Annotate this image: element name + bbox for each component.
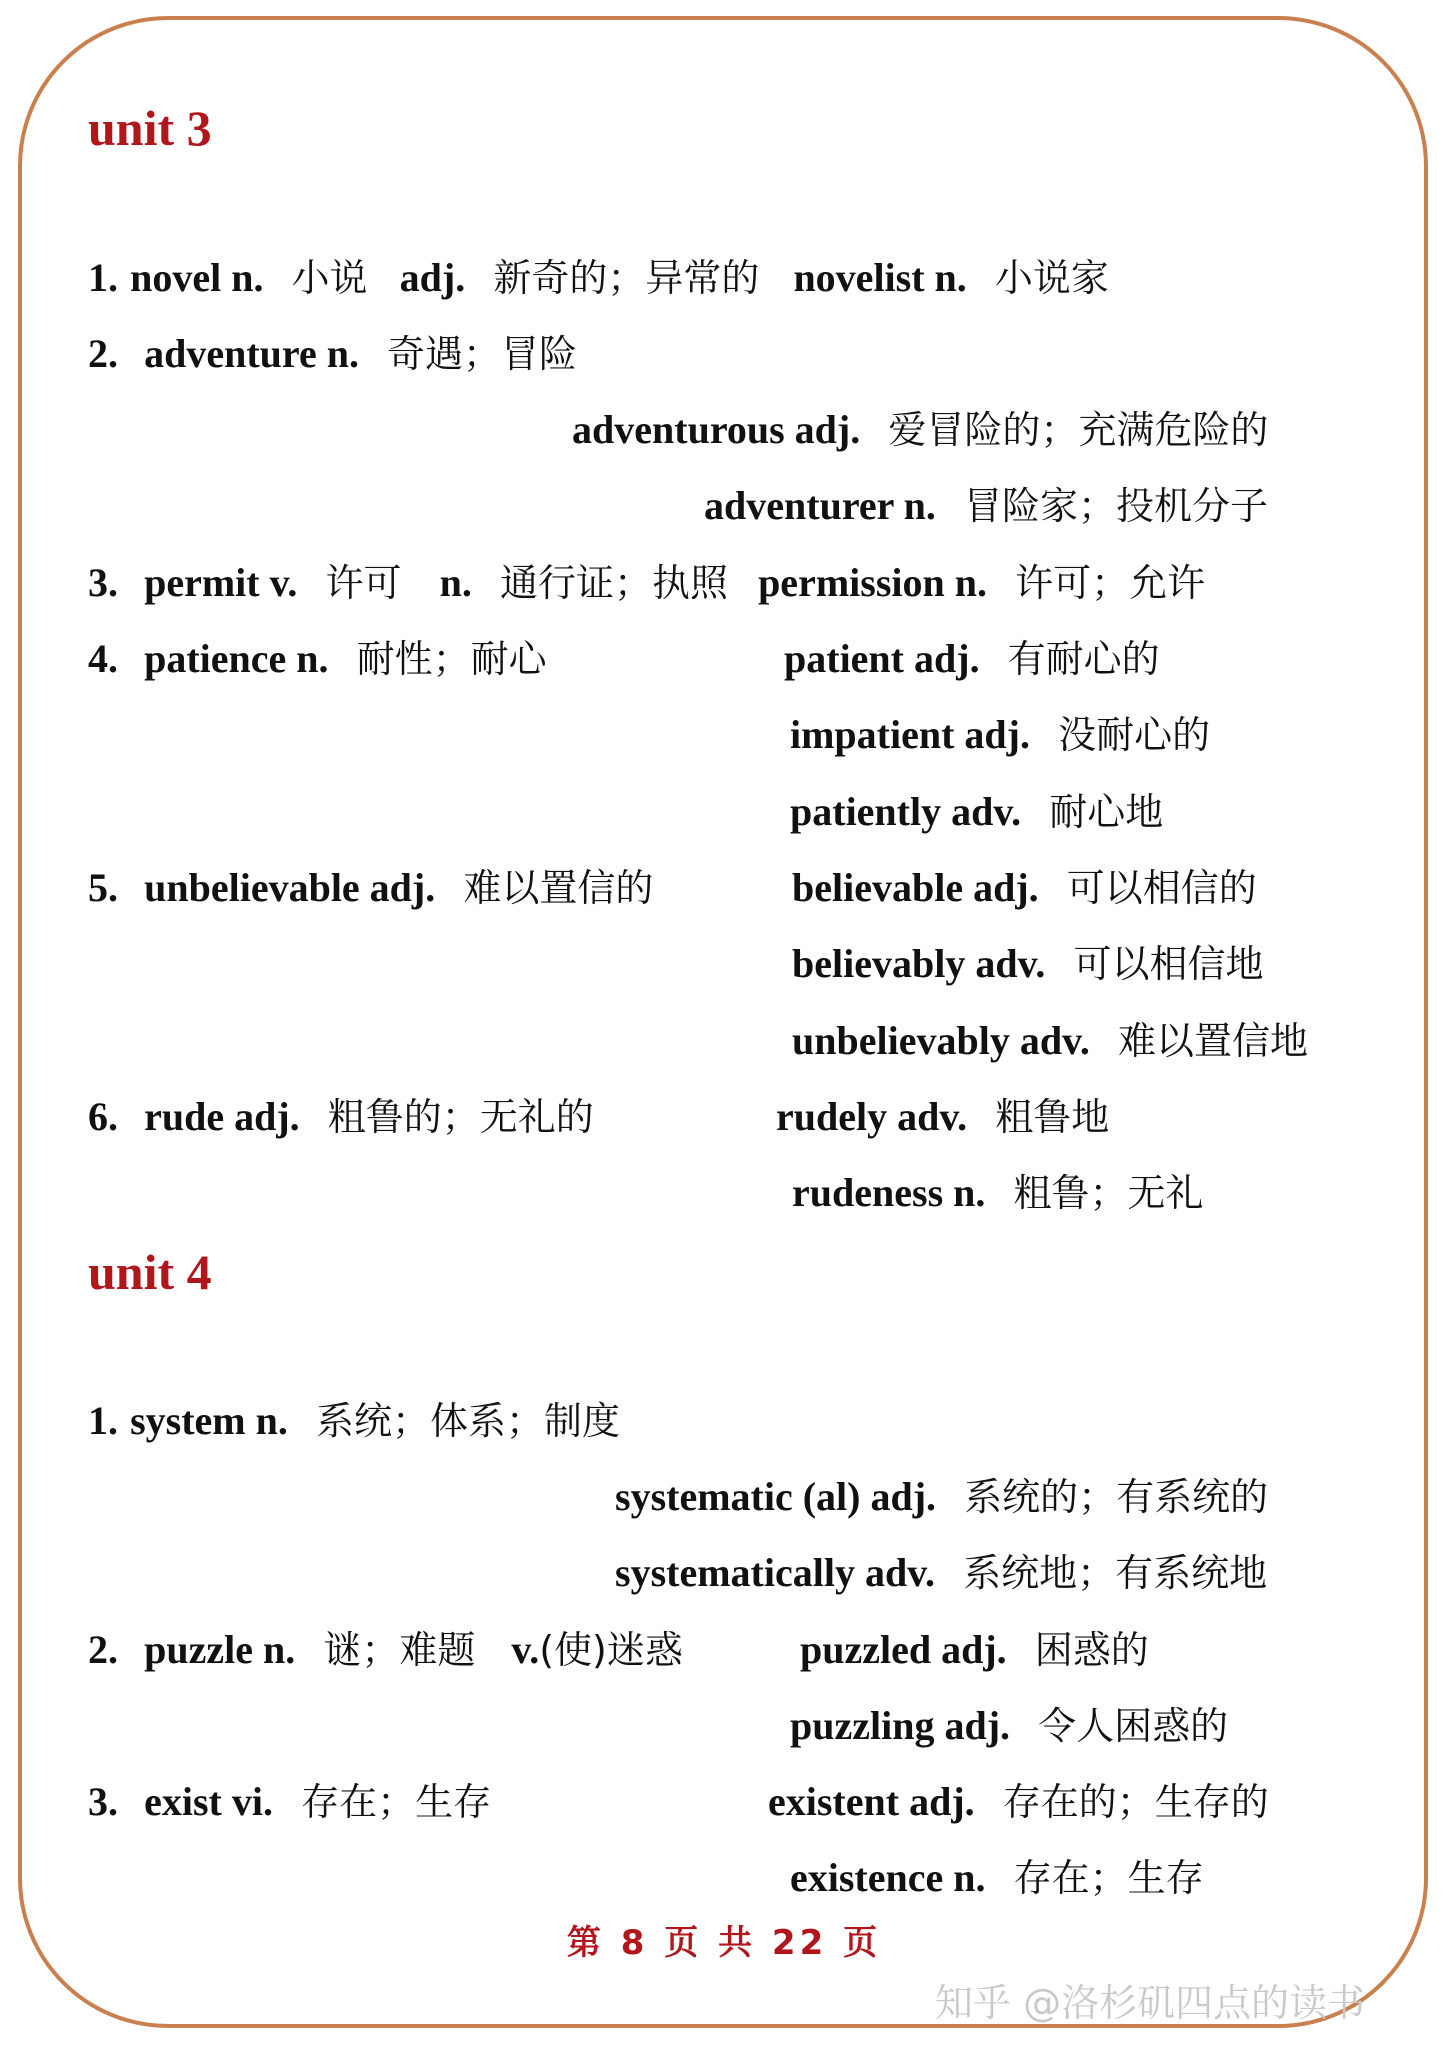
entry-patiently — [790, 789, 1164, 834]
entry-existence — [790, 1855, 1204, 1900]
entry-rudely — [776, 1094, 1110, 1139]
derived-word: rudely adv. — [776, 1094, 968, 1139]
entry-number: 3. — [88, 1779, 118, 1824]
meaning: 存在；生存 — [301, 1780, 492, 1824]
headword: rude adj. — [144, 1094, 300, 1139]
entry-puzzling — [790, 1703, 1229, 1748]
entry-adventurer — [704, 483, 1268, 528]
meaning: 没耐心的 — [1058, 713, 1211, 757]
entry-rude — [88, 1094, 594, 1139]
meaning: 粗鲁地 — [995, 1095, 1110, 1139]
derived-word: unbelievably adv. — [792, 1018, 1090, 1063]
meaning: 爱冒险的；充满危险的 — [888, 408, 1269, 452]
entry-exist — [88, 1779, 492, 1824]
page-number: 第 8 页 共 22 页 — [566, 1923, 882, 1963]
meaning: 耐性；耐心 — [356, 637, 547, 681]
meaning: 小说 — [291, 256, 368, 300]
meaning: 谜；难题 — [323, 1628, 476, 1672]
unit-3-title: unit 3 — [88, 100, 212, 156]
meaning: 新奇的；异常的 — [493, 256, 760, 300]
entry-believably — [792, 941, 1264, 986]
meaning: 许可 — [325, 561, 402, 605]
entry-believable — [792, 865, 1257, 910]
meaning: 耐心地 — [1049, 790, 1164, 834]
meaning: 困惑的 — [1034, 1628, 1149, 1672]
meaning: 系统地；有系统地 — [963, 1551, 1268, 1595]
meaning: 难以置信地 — [1117, 1019, 1308, 1063]
meaning: 粗鲁；无礼 — [1013, 1171, 1204, 1215]
entry-existent — [768, 1779, 1269, 1824]
derived-word: believable adj. — [792, 865, 1039, 910]
headword: adventure n. — [144, 331, 359, 376]
entry-unbelievable — [88, 865, 654, 910]
derived-word: adventurous adj. — [572, 407, 861, 452]
entry-puzzled — [800, 1627, 1149, 1672]
entry-unbelievably — [792, 1018, 1308, 1063]
entry-number: 4. — [88, 636, 118, 681]
meaning: 存在；生存 — [1013, 1856, 1204, 1900]
entry-systematically — [615, 1550, 1268, 1595]
meaning: 系统的；有系统的 — [964, 1475, 1269, 1519]
watermark: 知乎 @洛杉矶四点的读书 — [935, 1981, 1366, 2025]
meaning: 许可；允许 — [1015, 561, 1206, 605]
derived-word: believably adv. — [792, 941, 1046, 986]
meaning: 可以相信地 — [1073, 942, 1264, 986]
derived-word: systematically adv. — [615, 1550, 935, 1595]
derived-word: rudeness n. — [792, 1170, 986, 1215]
derived-word: existence n. — [790, 1855, 986, 1900]
entry-rudeness — [792, 1170, 1204, 1215]
meaning: 通行证；执照 — [499, 561, 728, 605]
meaning: 粗鲁的；无礼的 — [327, 1095, 594, 1139]
entry-number: 3. — [88, 560, 118, 605]
entry-number: 2. — [88, 1627, 118, 1672]
entry-number: 2. — [88, 331, 118, 376]
entry-patience — [88, 636, 547, 681]
entry-impatient — [790, 712, 1211, 757]
derived-word: puzzled adj. — [800, 1627, 1007, 1672]
derived-word: adventurer n. — [704, 483, 936, 528]
headword: permit v. — [144, 560, 298, 605]
unit-4-title: unit 4 — [88, 1244, 212, 1300]
meaning: 小说家 — [994, 256, 1109, 300]
pos-label: n. — [439, 560, 472, 605]
entry-novel — [88, 255, 1109, 300]
derived-word: permission n. — [758, 560, 987, 605]
headword: novel n. — [130, 255, 264, 300]
derived-word: existent adj. — [768, 1779, 975, 1824]
headword: patience n. — [144, 636, 329, 681]
entry-adventurous — [572, 407, 1269, 452]
entry-permit — [88, 560, 1206, 605]
entry-patient — [784, 636, 1160, 681]
pos-label: adj. — [399, 255, 466, 300]
meaning: 难以置信的 — [463, 866, 654, 910]
meaning: 令人困惑的 — [1038, 1704, 1229, 1748]
entry-number: 1. — [88, 1398, 118, 1443]
entry-number: 5. — [88, 865, 118, 910]
meaning: 系统；体系；制度 — [315, 1399, 620, 1443]
meaning: 有耐心的 — [1007, 637, 1160, 681]
entry-number: 6. — [88, 1094, 118, 1139]
entry-adventure — [88, 331, 578, 376]
pos-label: v. — [511, 1627, 540, 1672]
entry-puzzle — [88, 1627, 683, 1672]
derived-word: puzzling adj. — [790, 1703, 1011, 1748]
entry-number: 1. — [88, 255, 118, 300]
derived-word: systematic (al) adj. — [615, 1474, 937, 1519]
derived-word: patiently adv. — [790, 789, 1022, 834]
meaning: 冒险家；投机分子 — [963, 484, 1268, 528]
derived-word: patient adj. — [784, 636, 980, 681]
derived-word: impatient adj. — [790, 712, 1030, 757]
entry-system — [88, 1398, 620, 1443]
headword: system n. — [130, 1398, 288, 1443]
entry-systematic — [615, 1474, 1269, 1519]
headword: puzzle n. — [144, 1627, 296, 1672]
headword: exist vi. — [144, 1779, 273, 1824]
meaning: 存在的；生存的 — [1002, 1780, 1269, 1824]
derived-word: novelist n. — [793, 255, 967, 300]
meaning: 可以相信的 — [1066, 866, 1257, 910]
headword: unbelievable adj. — [144, 865, 436, 910]
meaning: 奇遇；冒险 — [387, 332, 578, 376]
meaning: (使)迷惑 — [539, 1628, 683, 1672]
